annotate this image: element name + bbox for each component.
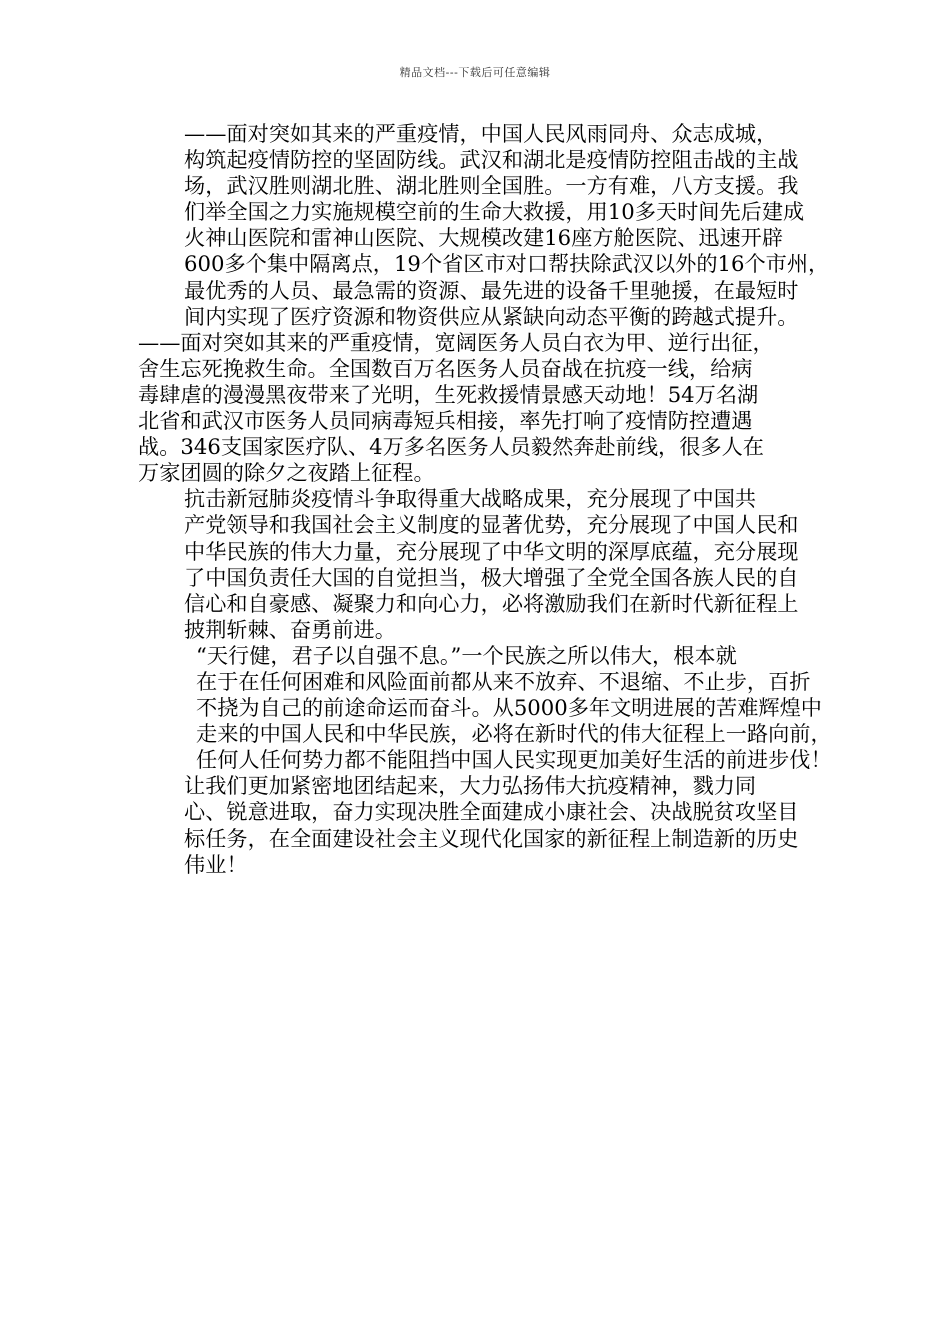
text-line: 们举全国之力实施规模空前的生命大救援，用10多天时间先后建成 [184, 199, 805, 225]
paragraph-5 [138, 773, 814, 877]
text-line: 抗击新冠肺炎疫情斗争取得重大战略成果，充分展现了中国共 [184, 486, 757, 512]
text-line: 最优秀的人员、最急需的资源、最先进的设备千里驰援，在最短时 [184, 277, 799, 303]
text-line: 舍生忘死挽救生命。全国数百万名医务人员奋战在抗疫一线，给病 [138, 355, 753, 381]
text-line: 信心和自豪感、凝聚力和向心力，必将激励我们在新时代新征程上 [184, 590, 799, 616]
text-line: 北省和武汉市医务人员同病毒短兵相接，率先打响了疫情防控遭遇 [138, 408, 753, 434]
text-line: 产党领导和我国社会主义制度的显著优势，充分展现了中国人民和 [184, 512, 799, 538]
text-line: “天行健，君子以自强不息。”一个民族之所以伟大，根本就 [196, 642, 737, 668]
paragraph-4 [138, 642, 832, 773]
text-line: 了中国负责任大国的自觉担当，极大增强了全党全国各族人民的自 [184, 564, 799, 590]
paragraph-1 [138, 121, 830, 330]
text-line: 600多个集中隔离点，19个省区市对口帮扶除武汉以外的16个市州， [184, 251, 830, 277]
text-line: 战。346支国家医疗队、4万多名医务人员毅然奔赴前线，很多人在 [138, 434, 764, 460]
text-line: 间内实现了医疗资源和物资供应从紧缺向动态平衡的跨越式提升。 [184, 303, 799, 329]
text-line: ——面对突如其来的严重疫情，宽阔医务人员白衣为甲、逆行出征， [138, 329, 774, 355]
text-line: 披荆斩棘、奋勇前进。 [184, 616, 396, 642]
text-line: 在于在任何困难和风险面前都从来不放弃、不退缩、不止步，百折 [196, 668, 811, 694]
paragraph-3 [138, 486, 814, 643]
text-line: 场，武汉胜则湖北胜、湖北胜则全国胜。一方有难，八方支援。我 [184, 173, 799, 199]
text-line: ——面对突如其来的严重疫情，中国人民风雨同舟、众志成城， [184, 121, 778, 146]
text-line: 构筑起疫情防控的坚固防线。武汉和湖北是疫情防控阻击战的主战 [184, 147, 799, 173]
text-line: 走来的中国人民和中华民族，必将在新时代的伟大征程上一路向前， [196, 721, 832, 747]
text-line: 让我们更加紧密地团结起来，大力弘扬伟大抗疫精神，戮力同 [184, 773, 757, 799]
text-line: 心、锐意进取，奋力实现决胜全面建成小康社会、决战脱贫攻坚目 [184, 799, 799, 825]
document-body [138, 121, 832, 878]
text-line: 伟业！ [184, 851, 248, 877]
text-line: 万家团圆的除夕之夜踏上征程。 [138, 460, 435, 486]
text-line: 毒肆虐的漫漫黑夜带来了光明，生死救援情景感天动地！54万名湖 [138, 381, 759, 407]
text-line: 标任务，在全面建设社会主义现代化国家的新征程上制造新的历史 [184, 825, 799, 851]
page-header: 精品文档---下载后可任意编辑 [399, 66, 551, 79]
text-line: 中华民族的伟大力量，充分展现了中华文明的深厚底蕴，充分展现 [184, 538, 799, 564]
text-line: 不挠为自己的前途命运而奋斗。从5000多年文明进展的苦难辉煌中 [196, 695, 822, 721]
paragraph-2 [138, 330, 814, 487]
text-line: 火神山医院和雷神山医院、大规模改建16座方舱医院、迅速开辟 [184, 225, 784, 251]
text-line: 任何人任何势力都不能阻挡中国人民实现更加美好生活的前进步伐！ [196, 747, 832, 773]
